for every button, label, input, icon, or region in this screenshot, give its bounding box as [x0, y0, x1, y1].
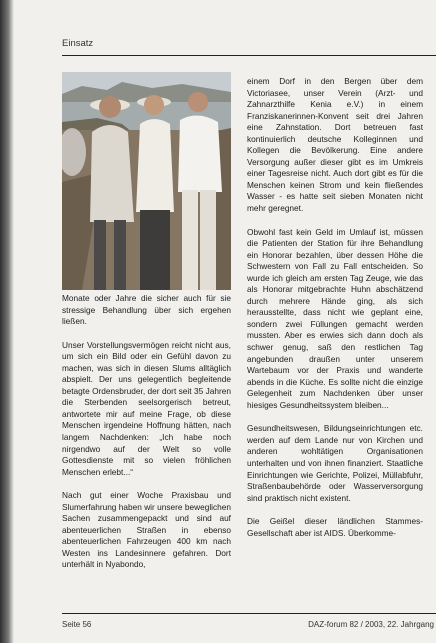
section-heading: Einsatz: [62, 38, 94, 49]
text-column-right: [247, 76, 423, 551]
paragraph: Obwohl fast kein Geld im Umlauf ist, müssen die Patienten der Station für ihre Behandlung ein Honorar bezahlen, über dessen Höhe die Schwestern von Fall zu Fall entscheiden. So wurde ich gleich am ersten Tag Zeuge, wie das als Honorar mitgebrachte Huhn abschätzend durch mehrere Hände ging, als sich herausstellte, dass nicht wie geplant eine, sondern zwei Füllungen gemacht werden mussten. Aber es erwies sich dann doch als schwer genug, saß den restlichen Tag angebunden draußen unter unserem Wartebaum vor der Praxis und wanderte abends in die Küche. Es sollte nicht die einzige Gelegenheit zum Nachdenken über unser hiesiges Gesundheitssystem bleiben...: [247, 226, 423, 410]
footer-rule: [62, 613, 436, 614]
header-rule: [62, 55, 436, 56]
text-column-left: [62, 293, 231, 583]
paragraph: Monate oder Jahre die sicher auch für sie stressige Behandlung über sich ergehen ließen.: [62, 293, 231, 327]
photo-people-by-lake: [62, 72, 231, 290]
article-photo: [62, 72, 231, 290]
paragraph: Gesundheitswesen, Bildungseinrichtungen etc. werden auf dem Lande nur von Kirchen und anderen wohltätigen Organisationen unterhalten und von ihnen finanziert. Staatliche Einrichtungen wie Gerichte, Polizei, Müllabfuhr, Straßenbaubehörde oder Wasserversorgung sind praktisch nicht existent.: [247, 423, 423, 503]
book-spine-shadow: [0, 0, 14, 643]
page-number: Seite 56: [62, 620, 92, 629]
paragraph: Nach gut einer Woche Praxisbau und Slumerfahrung haben wir unsere beweglichen Sachen zusammengepackt und sind auf abenteuerlichen Straßen in ebenso abenteuerlichen Fahrzeugen 400 km nach Westen ins Landesinnere gefahren. Dort unterhält in Nyabondo,: [62, 490, 231, 570]
paragraph: Die Geißel dieser ländlichen Stammes-Gesellschaft aber ist AIDS. Überkomme-: [247, 516, 423, 538]
paragraph: Unser Vorstellungsvermögen reicht nicht aus, um sich ein Bild oder ein Gefühl davon zu machen, was sich in diesen Slums alltäglich abspielt. Der uns gelegentlich begleitende betagte Ordensbruder, der dort seit 35 Jahren die Sterbenden seelsorgerisch betreut, antwortete mir auf meine Frage, ob diese Menschen irgendeine Hoffnung hätten, nach langem Nachdenken: „Ich habe noch nirgendwo auf der Welt so volle Gottesdienste mit so vielen fröhlichen Menschen erlebt...“: [62, 339, 231, 477]
journal-issue: DAZ-forum 82 / 2003, 22. Jahrgang: [308, 620, 434, 629]
paragraph: einem Dorf in den Bergen über dem Victoriasee, unser Verein (Arzt- und Zahnarzthilfe Kenia e.V.) in einem Franziskanerinnen-Konvent seit drei Jahren eine Zahnstation. Dort betreuen fast kontinuierlich deutsche Kolleginnen und Kollegen die Bevölkerung. Eine andere Versorgung außer dieser gibt es im Umkreis einer Tagesreise nicht. Auch dort gibt es für die Menschen keinen Strom und kein fließendes Wasser - es hatte seit sieben Monaten nicht mehr geregnet.: [247, 76, 423, 214]
